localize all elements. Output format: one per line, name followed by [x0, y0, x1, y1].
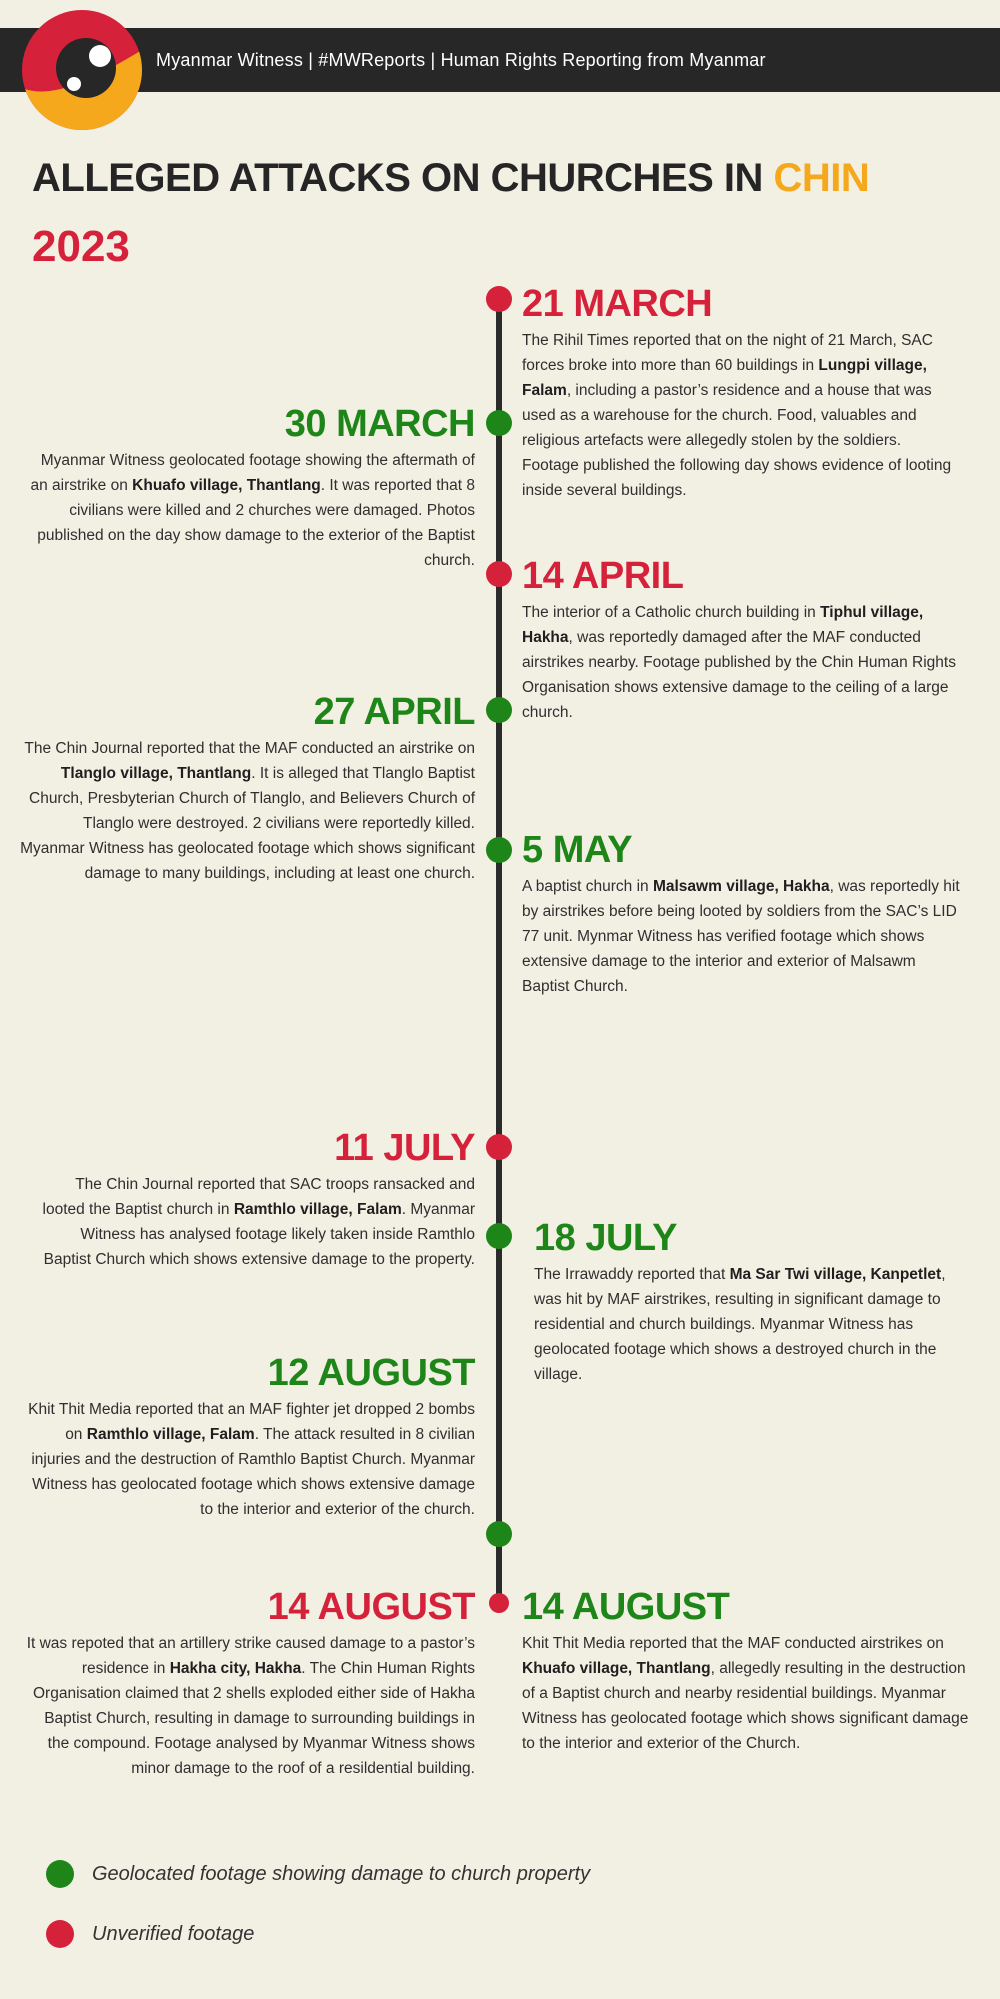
timeline-dot [486, 410, 512, 436]
event-description: A baptist church in Malsawm village, Hakha, was reportedly hit by airstrikes before being looted by soldiers from the SAC’s LID 77 unit. Mynmar Witness has verified footage which shows extensive damage to the interior and exterior of Malsawm Baptist Church. [522, 878, 960, 995]
timeline-event [20, 690, 475, 886]
timeline-event [20, 1585, 475, 1781]
legend-dot [46, 1860, 74, 1888]
year-heading: 2023 [32, 222, 130, 271]
timeline-dot [486, 1521, 512, 1547]
timeline-event [534, 1216, 974, 1387]
event-date: 12 AUGUST [267, 1352, 475, 1394]
event-date: 14 AUGUST [522, 1586, 730, 1628]
event-date: 5 MAY [522, 829, 633, 871]
event-description: The Rihil Times reported that on the night of 21 March, SAC forces broke into more than 60 buildings in Lungpi village, Falam, including a pastor’s residence and a house that was used as a warehouse for the church. Food, valuables and religious artefacts were allegedly stolen by the soldiers. Footage published the following day shows evidence of looting inside several buildings. [522, 332, 952, 499]
event-date: 14 AUGUST [267, 1586, 475, 1628]
event-date: 27 APRIL [313, 691, 475, 733]
event-date: 14 APRIL [522, 555, 684, 597]
event-description: Khit Thit Media reported that an MAF fighter jet dropped 2 bombs on Ramthlo village, Falam. The attack resulted in 8 civilian injuries and the destruction of Ramthlo Baptist Church. Myanmar Witness has geolocated footage which shows extensive damage to the interior and exterior of the church. [28, 1401, 475, 1518]
timeline-dot [486, 837, 512, 863]
timeline-event [522, 1585, 972, 1756]
timeline-event [522, 554, 962, 725]
timeline-dot [486, 561, 512, 587]
timeline-event [40, 1126, 475, 1272]
page-title [32, 156, 869, 201]
timeline-dot [486, 286, 512, 312]
timeline-dot [486, 1134, 512, 1160]
timeline-event [20, 402, 475, 573]
myanmar-witness-logo [22, 10, 142, 130]
title-highlight: CHIN [773, 156, 870, 200]
timeline-dot [486, 1223, 512, 1249]
event-description: The interior of a Catholic church building in Tiphul village, Hakha, was reportedly damaged after the MAF conducted airstrikes nearby. Footage published by the Chin Human Rights Organisation shows extensive damage to the ceiling of a large church. [522, 604, 956, 721]
timeline-event [20, 1351, 475, 1522]
event-description: Khit Thit Media reported that the MAF conducted airstrikes on Khuafo village, Thantlang, allegedly resulting in the destruction of a Baptist church and nearby residential buildings. Myanmar Witness has geolocated footage which shows significant damage to the interior and exterior of the Church. [522, 1635, 969, 1752]
legend-label: Unverified footage [92, 1923, 255, 1945]
event-date: 30 MARCH [284, 403, 475, 445]
event-description: Myanmar Witness geolocated footage showing the aftermath of an airstrike on Khuafo village, Thantlang. It was reported that 8 civilians were killed and 2 churches were damaged. Photos published on the day show damage to the exterior of the Baptist church. [30, 452, 475, 569]
event-description: The Chin Journal reported that SAC troops ransacked and looted the Baptist church in Ramthlo village, Falam. Myanmar Witness has analysed footage likely taken inside Ramthlo Baptist Church which shows extensive damage to the property. [42, 1176, 475, 1268]
event-date: 11 JULY [334, 1127, 475, 1169]
timeline-axis [496, 298, 502, 1608]
event-description: It was repoted that an artillery strike caused damage to a pastor’s residence in Hakha city, Hakha. The Chin Human Rights Organisation claimed that 2 shells exploded either side of Hakha Baptist Church, resulting in damage to surrounding buildings in the compound. Footage analysed by Myanmar Witness shows minor damage to the roof of a resildential building. [26, 1635, 475, 1777]
event-date: 18 JULY [534, 1217, 677, 1259]
header-text: Myanmar Witness | #MWReports | Human Rights Reporting from Myanmar [156, 50, 766, 70]
timeline-event [522, 282, 962, 503]
timeline-dot [489, 1593, 509, 1613]
legend-dot [46, 1920, 74, 1948]
event-description: The Irrawaddy reported that Ma Sar Twi village, Kanpetlet, was hit by MAF airstrikes, resulting in significant damage to residential and church buildings. Myanmar Witness has geolocated footage which shows a destroyed church in the village. [534, 1266, 946, 1383]
event-date: 21 MARCH [522, 283, 713, 325]
timeline-dot [486, 697, 512, 723]
header-bar [0, 28, 1000, 92]
legend-label: Geolocated footage showing damage to church property [92, 1863, 591, 1885]
title-main: ALLEGED ATTACKS ON CHURCHES IN [32, 156, 774, 200]
event-description: The Chin Journal reported that the MAF conducted an airstrike on Tlanglo village, Thantlang. It is alleged that Tlanglo Baptist Church, Presbyterian Church of Tlanglo, and Believers Church of Tlanglo were destroyed. 2 civilians were reportedly killed. Myanmar Witness has geolocated footage which shows significant damage to many buildings, including at least one church. [20, 740, 475, 882]
timeline-event [522, 828, 962, 999]
